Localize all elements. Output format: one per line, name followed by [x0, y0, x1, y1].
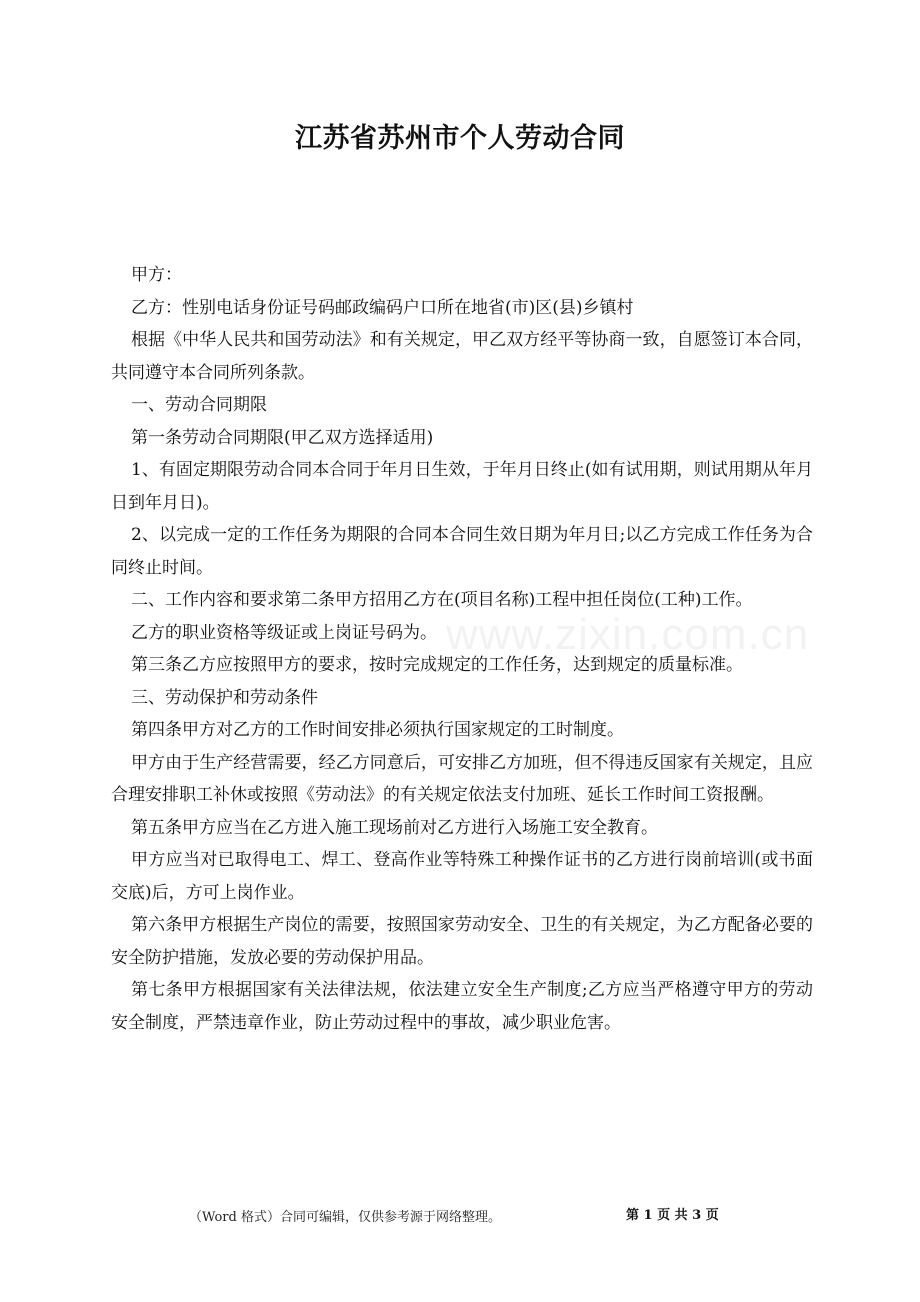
party-b-line: 乙方：性别电话身份证号码邮政编码户口所在地省(市)区(县)乡镇村: [131, 297, 634, 318]
section-heading: 一、劳动合同期限: [131, 395, 267, 415]
section-heading: 二、工作内容和要求第二条甲方招用乙方在(项目名称)工程中担任岗位(工种)工作。: [131, 590, 753, 610]
clause-paragraph: 第三条乙方应按照甲方的要求，按时完成规定的工作任务，达到规定的质量标准。: [131, 655, 743, 675]
clause-paragraph: 1、有固定期限劳动合同本合同于年月日生效，于年月日终止(如有试用期，则试用期从年月日到年月日)。: [111, 460, 813, 513]
party-a-line: 甲方：: [131, 265, 182, 285]
clause-paragraph: 甲方应当对已取得电工、焊工、登高作业等特殊工种操作证书的乙方进行岗前培训(或书面交底)后，方可上岗作业。: [111, 850, 813, 903]
clause-paragraph: 乙方的职业资格等级证或上岗证号码为。: [131, 622, 437, 643]
clause-paragraph: 第一条劳动合同期限(甲乙双方选择适用): [131, 427, 434, 448]
watermark: www.zixin.com.cn: [446, 610, 810, 659]
document-body: [111, 259, 813, 1039]
section-heading: 三、劳动保护和劳动条件: [131, 687, 318, 708]
preamble-paragraph: 根据《中华人民共和国劳动法》和有关规定，甲乙双方经平等协商一致，自愿签订本合同，共同遵守本合同所列条款。: [111, 330, 813, 383]
clause-paragraph: 2、以完成一定的工作任务为期限的合同本合同生效日期为年月日;以乙方完成工作任务为合同终止时间。: [111, 525, 813, 578]
clause-paragraph: 甲方由于生产经营需要，经乙方同意后，可安排乙方加班，但不得违反国家有关规定，且应合理安排职工补休或按照《劳动法》的有关规定依法支付加班、延长工作时间工资报酬。: [111, 752, 813, 805]
footer-note: （Word 格式）合同可编辑，仅供参考源于网络整理。: [189, 1210, 501, 1225]
document-title: 江苏省苏州市个人劳动合同: [295, 123, 625, 154]
clause-paragraph: 第五条甲方应当在乙方进入施工现场前对乙方进行入场施工安全教育。: [131, 817, 658, 838]
page-number: 第 1 页 共 3 页: [626, 1208, 719, 1223]
clause-paragraph: 第四条甲方对乙方的工作时间安排必须执行国家规定的工时制度。: [131, 720, 624, 740]
clause-paragraph: 第六条甲方根据生产岗位的需要，按照国家劳动安全、卫生的有关规定，为乙方配备必要的安全防护措施，发放必要的劳动保护用品。: [111, 915, 813, 968]
clause-paragraph: 第七条甲方根据国家有关法律法规，依法建立安全生产制度;乙方应当严格遵守甲方的劳动安全制度，严禁违章作业，防止劳动过程中的事故，减少职业危害。: [111, 980, 813, 1033]
